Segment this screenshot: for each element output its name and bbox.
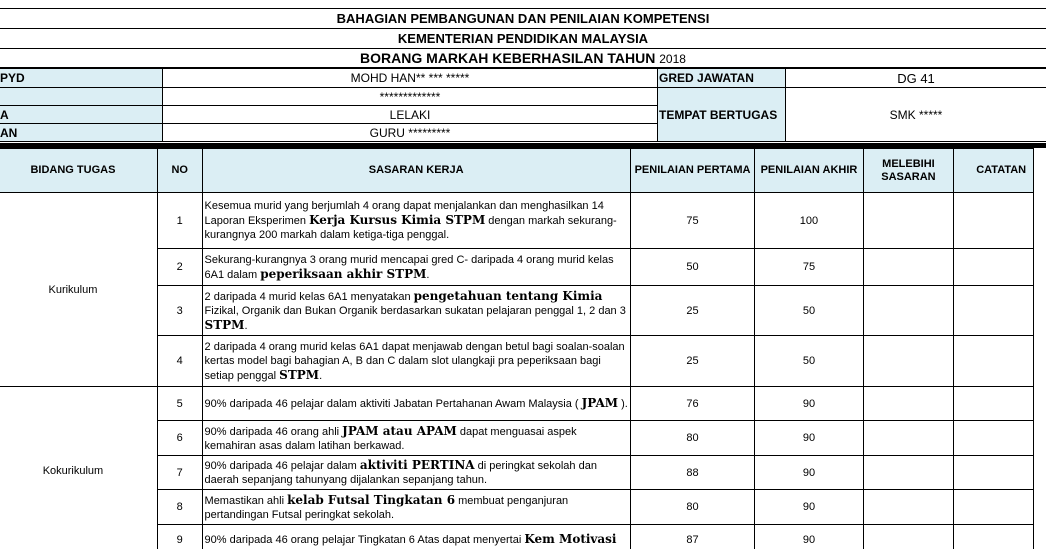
task-text: . — [426, 268, 430, 281]
task-text: . — [244, 319, 248, 332]
no-cell: 9 — [157, 525, 202, 549]
task-text: 90% daripada 46 pelajar dalam — [204, 460, 360, 472]
task-cell — [202, 456, 630, 490]
col-header-melebihi: MELEBIHI SASARAN — [863, 149, 954, 193]
penilaian-akhir-cell: 50 — [755, 336, 863, 387]
penilaian-akhir-cell: 90 — [755, 525, 863, 549]
task-cell — [202, 249, 630, 286]
header-department: BAHAGIAN PEMBANGUNAN DAN PENILAIAN KOMPETENSI — [336, 11, 710, 26]
tempat-label: TEMPAT BERTUGAS — [657, 88, 786, 142]
melebihi-sasaran-cell — [863, 249, 954, 286]
penilaian-pertama-cell: 88 — [630, 456, 754, 490]
task-text: 90% daripada 46 orang ahli — [204, 425, 343, 438]
penilaian-pertama-cell: 75 — [630, 193, 754, 249]
task-text: dengan markah sekurang-kurangnya 200 markah dalam ketiga-tiga penggal. — [204, 215, 617, 241]
task-keyword: STPM — [204, 317, 245, 332]
catatan-cell — [954, 387, 1034, 421]
task-text: 2 daripada 4 orang murid kelas 6A1 dapat menjawab dengan betul bagi soalan-soalan kertas model bagi bahagian A, B dan C dalam slot ulangkaji pra peperiksaan bagi setiap penggal — [204, 340, 625, 382]
catatan-cell — [954, 249, 1034, 286]
task-cell — [202, 387, 630, 421]
melebihi-sasaran-cell — [863, 456, 954, 490]
gred-value: DG 41 — [786, 68, 1046, 88]
bidang-cell: Kurikulum — [0, 193, 157, 387]
task-text: Sekurang-kurangnya 3 orang murid mencapai gred C- daripada 4 orang murid kelas 6A1 dalam — [204, 253, 614, 281]
target-table — [0, 148, 1034, 549]
info-value-name: MOHD HAN** *** ***** — [163, 68, 657, 88]
no-cell: 6 — [157, 421, 202, 456]
col-header-bidang: BIDANG TUGAS — [0, 149, 157, 193]
task-text: 90% daripada 46 pelajar dalam aktiviti Jabatan Pertahanan Awam Malaysia ( — [204, 398, 582, 410]
task-keyword: JPAM atau APAM — [342, 423, 457, 438]
tempat-value: SMK ***** — [786, 88, 1046, 142]
header-rule-1 — [0, 28, 1046, 29]
task-keyword: Kem Motivasi — [524, 532, 617, 546]
catatan-cell — [954, 490, 1034, 525]
col-header-penilaian-akhir: PENILAIAN AKHIR — [755, 149, 863, 193]
task-text: 90% daripada 46 orang pelajar Tingkatan 6 Atas dapat menyertai — [204, 534, 525, 546]
task-keyword: aktiviti PERTINA — [359, 458, 475, 472]
task-cell — [202, 286, 630, 336]
table-row — [0, 193, 1034, 249]
task-text: ). — [618, 398, 628, 410]
catatan-cell — [954, 421, 1034, 456]
catatan-cell — [954, 525, 1034, 549]
task-cell — [202, 193, 630, 249]
catatan-cell — [954, 456, 1034, 490]
info-label-4: AN — [0, 124, 163, 142]
header-ministry: KEMENTERIAN PENDIDIKAN MALAYSIA — [397, 31, 649, 46]
info-value-position: GURU ********* — [163, 124, 657, 142]
melebihi-sasaran-cell — [863, 421, 954, 456]
melebihi-sasaran-cell — [863, 286, 954, 336]
task-keyword: JPAM — [581, 396, 619, 410]
task-text: dapat menguasai aspek kemahiran asas dalam latihan berkawad. — [204, 425, 577, 452]
header-top-rule — [0, 8, 1046, 9]
task-cell — [202, 336, 630, 387]
catatan-cell — [954, 193, 1034, 249]
task-text: . — [319, 369, 323, 382]
penilaian-pertama-cell: 87 — [630, 525, 754, 549]
penilaian-akhir-cell: 90 — [755, 421, 863, 456]
header-rule-2 — [0, 48, 1046, 49]
melebihi-sasaran-cell — [863, 387, 954, 421]
no-cell: 5 — [157, 387, 202, 421]
task-text: Fizikal, Organik dan Bukan Organik berdasarkan sukatan pelajaran penggal 1, 2 dan 3 — [204, 304, 626, 317]
penilaian-akhir-cell: 90 — [755, 490, 863, 525]
task-text: 2 daripada 4 murid kelas 6A1 menyatakan — [204, 290, 414, 303]
info-value-gender: LELAKI — [163, 106, 657, 124]
task-keyword: Kerja Kursus Kimia STPM — [309, 213, 486, 227]
table-header-row — [0, 149, 1034, 193]
penilaian-akhir-cell: 100 — [755, 193, 863, 249]
melebihi-sasaran-cell — [863, 193, 954, 249]
gred-label: GRED JAWATAN — [657, 68, 786, 88]
penilaian-akhir-cell: 90 — [755, 456, 863, 490]
col-header-sasaran: SASARAN KERJA — [202, 149, 630, 193]
no-cell: 2 — [157, 249, 202, 286]
no-cell: 3 — [157, 286, 202, 336]
info-label-pyd: PYD — [0, 68, 163, 88]
info-value-2: ************* — [163, 88, 657, 106]
bidang-cell: Kokurikulum — [0, 387, 157, 549]
catatan-cell — [954, 286, 1034, 336]
info-label-3: A — [0, 106, 163, 124]
melebihi-sasaran-cell — [863, 525, 954, 549]
penilaian-pertama-cell: 80 — [630, 421, 754, 456]
task-cell — [202, 490, 630, 525]
task-keyword: peperiksaan akhir STPM — [260, 266, 427, 281]
penilaian-pertama-cell: 25 — [630, 336, 754, 387]
col-header-catatan: CATATAN — [954, 149, 1034, 193]
task-cell — [202, 421, 630, 456]
no-cell: 7 — [157, 456, 202, 490]
catatan-cell — [954, 336, 1034, 387]
penilaian-pertama-cell: 25 — [630, 286, 754, 336]
penilaian-akhir-cell: 75 — [755, 249, 863, 286]
task-keyword: pengetahuan tentang Kimia — [413, 288, 603, 303]
task-keyword: kelab Futsal Tingkatan 6 — [287, 492, 456, 507]
penilaian-pertama-cell: 76 — [630, 387, 754, 421]
col-header-no: NO — [157, 149, 202, 193]
table-row — [0, 387, 1034, 421]
no-cell: 1 — [157, 193, 202, 249]
no-cell: 8 — [157, 490, 202, 525]
penilaian-akhir-cell: 50 — [755, 286, 863, 336]
no-cell: 4 — [157, 336, 202, 387]
penilaian-akhir-cell: 90 — [755, 387, 863, 421]
task-text: membuat penganjuran pertandingan Futsal peringkat sekolah. — [204, 494, 569, 521]
penilaian-pertama-cell: 80 — [630, 490, 754, 525]
col-header-penilaian-pertama: PENILAIAN PERTAMA — [630, 149, 754, 193]
form-title-text: BORANG MARKAH KEBERHASILAN TAHUN — [360, 50, 656, 66]
penilaian-pertama-cell: 50 — [630, 249, 754, 286]
form-year: 2018 — [659, 52, 686, 66]
melebihi-sasaran-cell — [863, 336, 954, 387]
task-keyword: STPM — [279, 367, 320, 382]
header-form-title — [0, 50, 1046, 66]
info-label-2 — [0, 88, 163, 106]
task-text: di peringkat sekolah dan daerah sepanjang tahunyang dijalankan sepanjang tahun. — [204, 460, 597, 486]
task-cell — [202, 525, 630, 549]
task-text: Memastikan ahli — [204, 494, 288, 507]
melebihi-sasaran-cell — [863, 490, 954, 525]
task-text: Kesemua murid yang berjumlah 4 orang dapat menjalankan dan menghasilkan 14 Laporan Eksperimen — [204, 200, 604, 227]
